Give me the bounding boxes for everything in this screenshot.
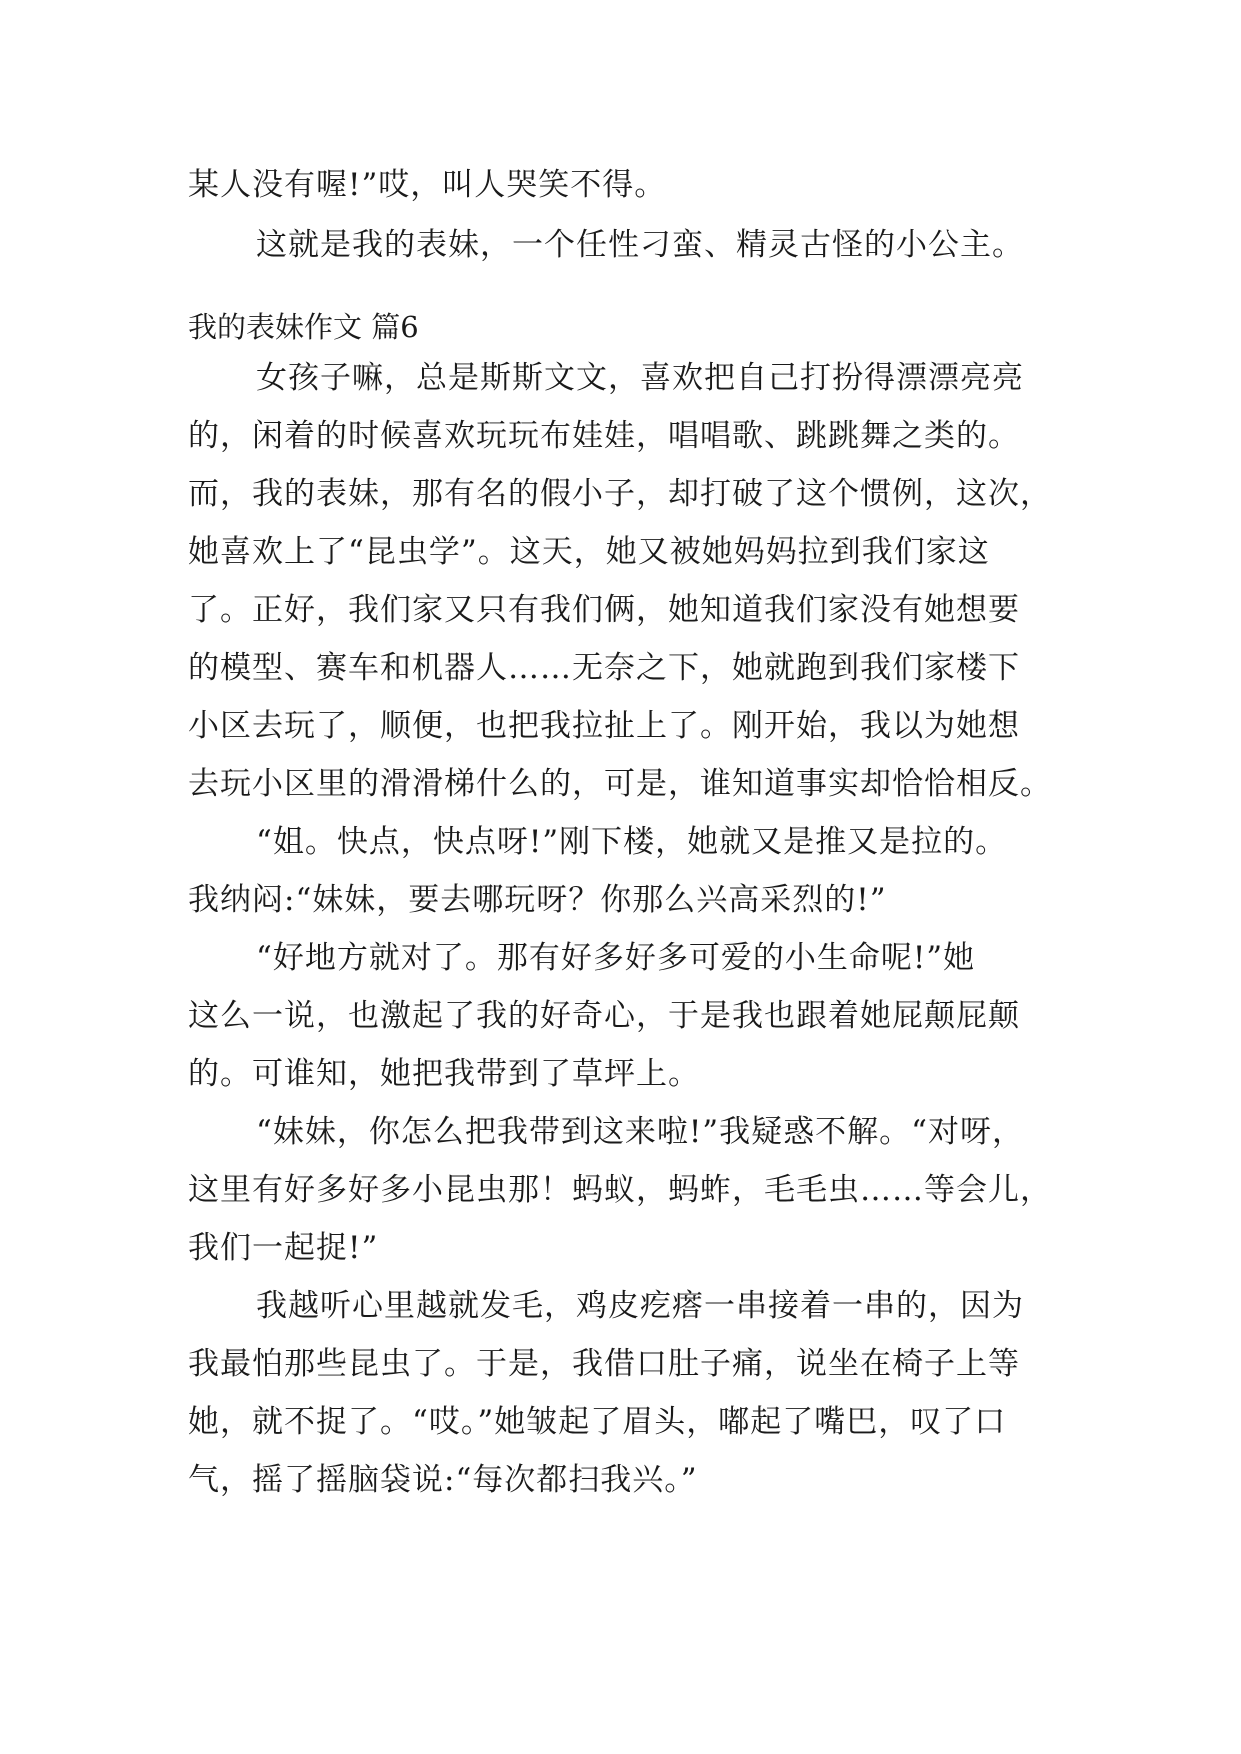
paragraph-line: “好地方就对了。那有好多好多可爱的小生命呢!”她	[256, 940, 976, 976]
text-line: 气，摇了摇脑袋说:“每次都扫我兴。”	[188, 1462, 698, 1498]
text-line: 的模型、赛车和机器人……无奈之下，她就跑到我们家楼下	[188, 650, 1020, 686]
section-heading: 我的表妹作文 篇6	[188, 310, 419, 344]
text-line: 我最怕那些昆虫了。于是，我借口肚子痛，说坐在椅子上等	[188, 1346, 1020, 1382]
text-line: 而，我的表妹，那有名的假小子，却打破了这个惯例，这次，	[188, 476, 1052, 512]
text-line: 我们一起捉!”	[188, 1230, 379, 1266]
text-line: 了。正好，我们家又只有我们俩，她知道我们家没有她想要	[188, 592, 1020, 628]
paragraph-line: 这就是我的表妹，一个任性刁蛮、精灵古怪的小公主。	[256, 227, 1024, 263]
text-line: 这么一说，也激起了我的好奇心，于是我也跟着她屁颠屁颠	[188, 998, 1020, 1034]
text-line: 某人没有喔!”哎，叫人哭笑不得。	[188, 167, 667, 203]
paragraph-line: 我越听心里越就发毛，鸡皮疙瘩一串接着一串的，因为	[256, 1288, 1024, 1324]
text-line: 的，闲着的时候喜欢玩玩布娃娃，唱唱歌、跳跳舞之类的。	[188, 418, 1020, 454]
text-line: 她，就不捉了。“哎。”她皱起了眉头，嘟起了嘴巴，叹了口	[188, 1404, 1007, 1440]
paragraph-line: 女孩子嘛，总是斯斯文文，喜欢把自己打扮得漂漂亮亮	[256, 360, 1024, 396]
text-line: 我纳闷:“妹妹，要去哪玩呀？你那么兴高采烈的!”	[188, 882, 887, 918]
text-line: 这里有好多好多小昆虫那！蚂蚁，蚂蚱，毛毛虫……等会儿，	[188, 1172, 1052, 1208]
paragraph-line: “妹妹，你怎么把我带到这来啦!”我疑惑不解。“对呀，	[256, 1114, 1024, 1150]
text-line: 的。可谁知，她把我带到了草坪上。	[188, 1056, 700, 1092]
paragraph-line: “姐。快点，快点呀!”刚下楼，她就又是推又是拉的。	[256, 824, 1008, 860]
text-line: 她喜欢上了“昆虫学”。这天，她又被她妈妈拉到我们家这	[188, 534, 990, 570]
text-line: 小区去玩了，顺便，也把我拉扯上了。刚开始，我以为她想	[188, 708, 1020, 744]
text-line: 去玩小区里的滑滑梯什么的，可是，谁知道事实却恰恰相反。	[188, 766, 1052, 802]
